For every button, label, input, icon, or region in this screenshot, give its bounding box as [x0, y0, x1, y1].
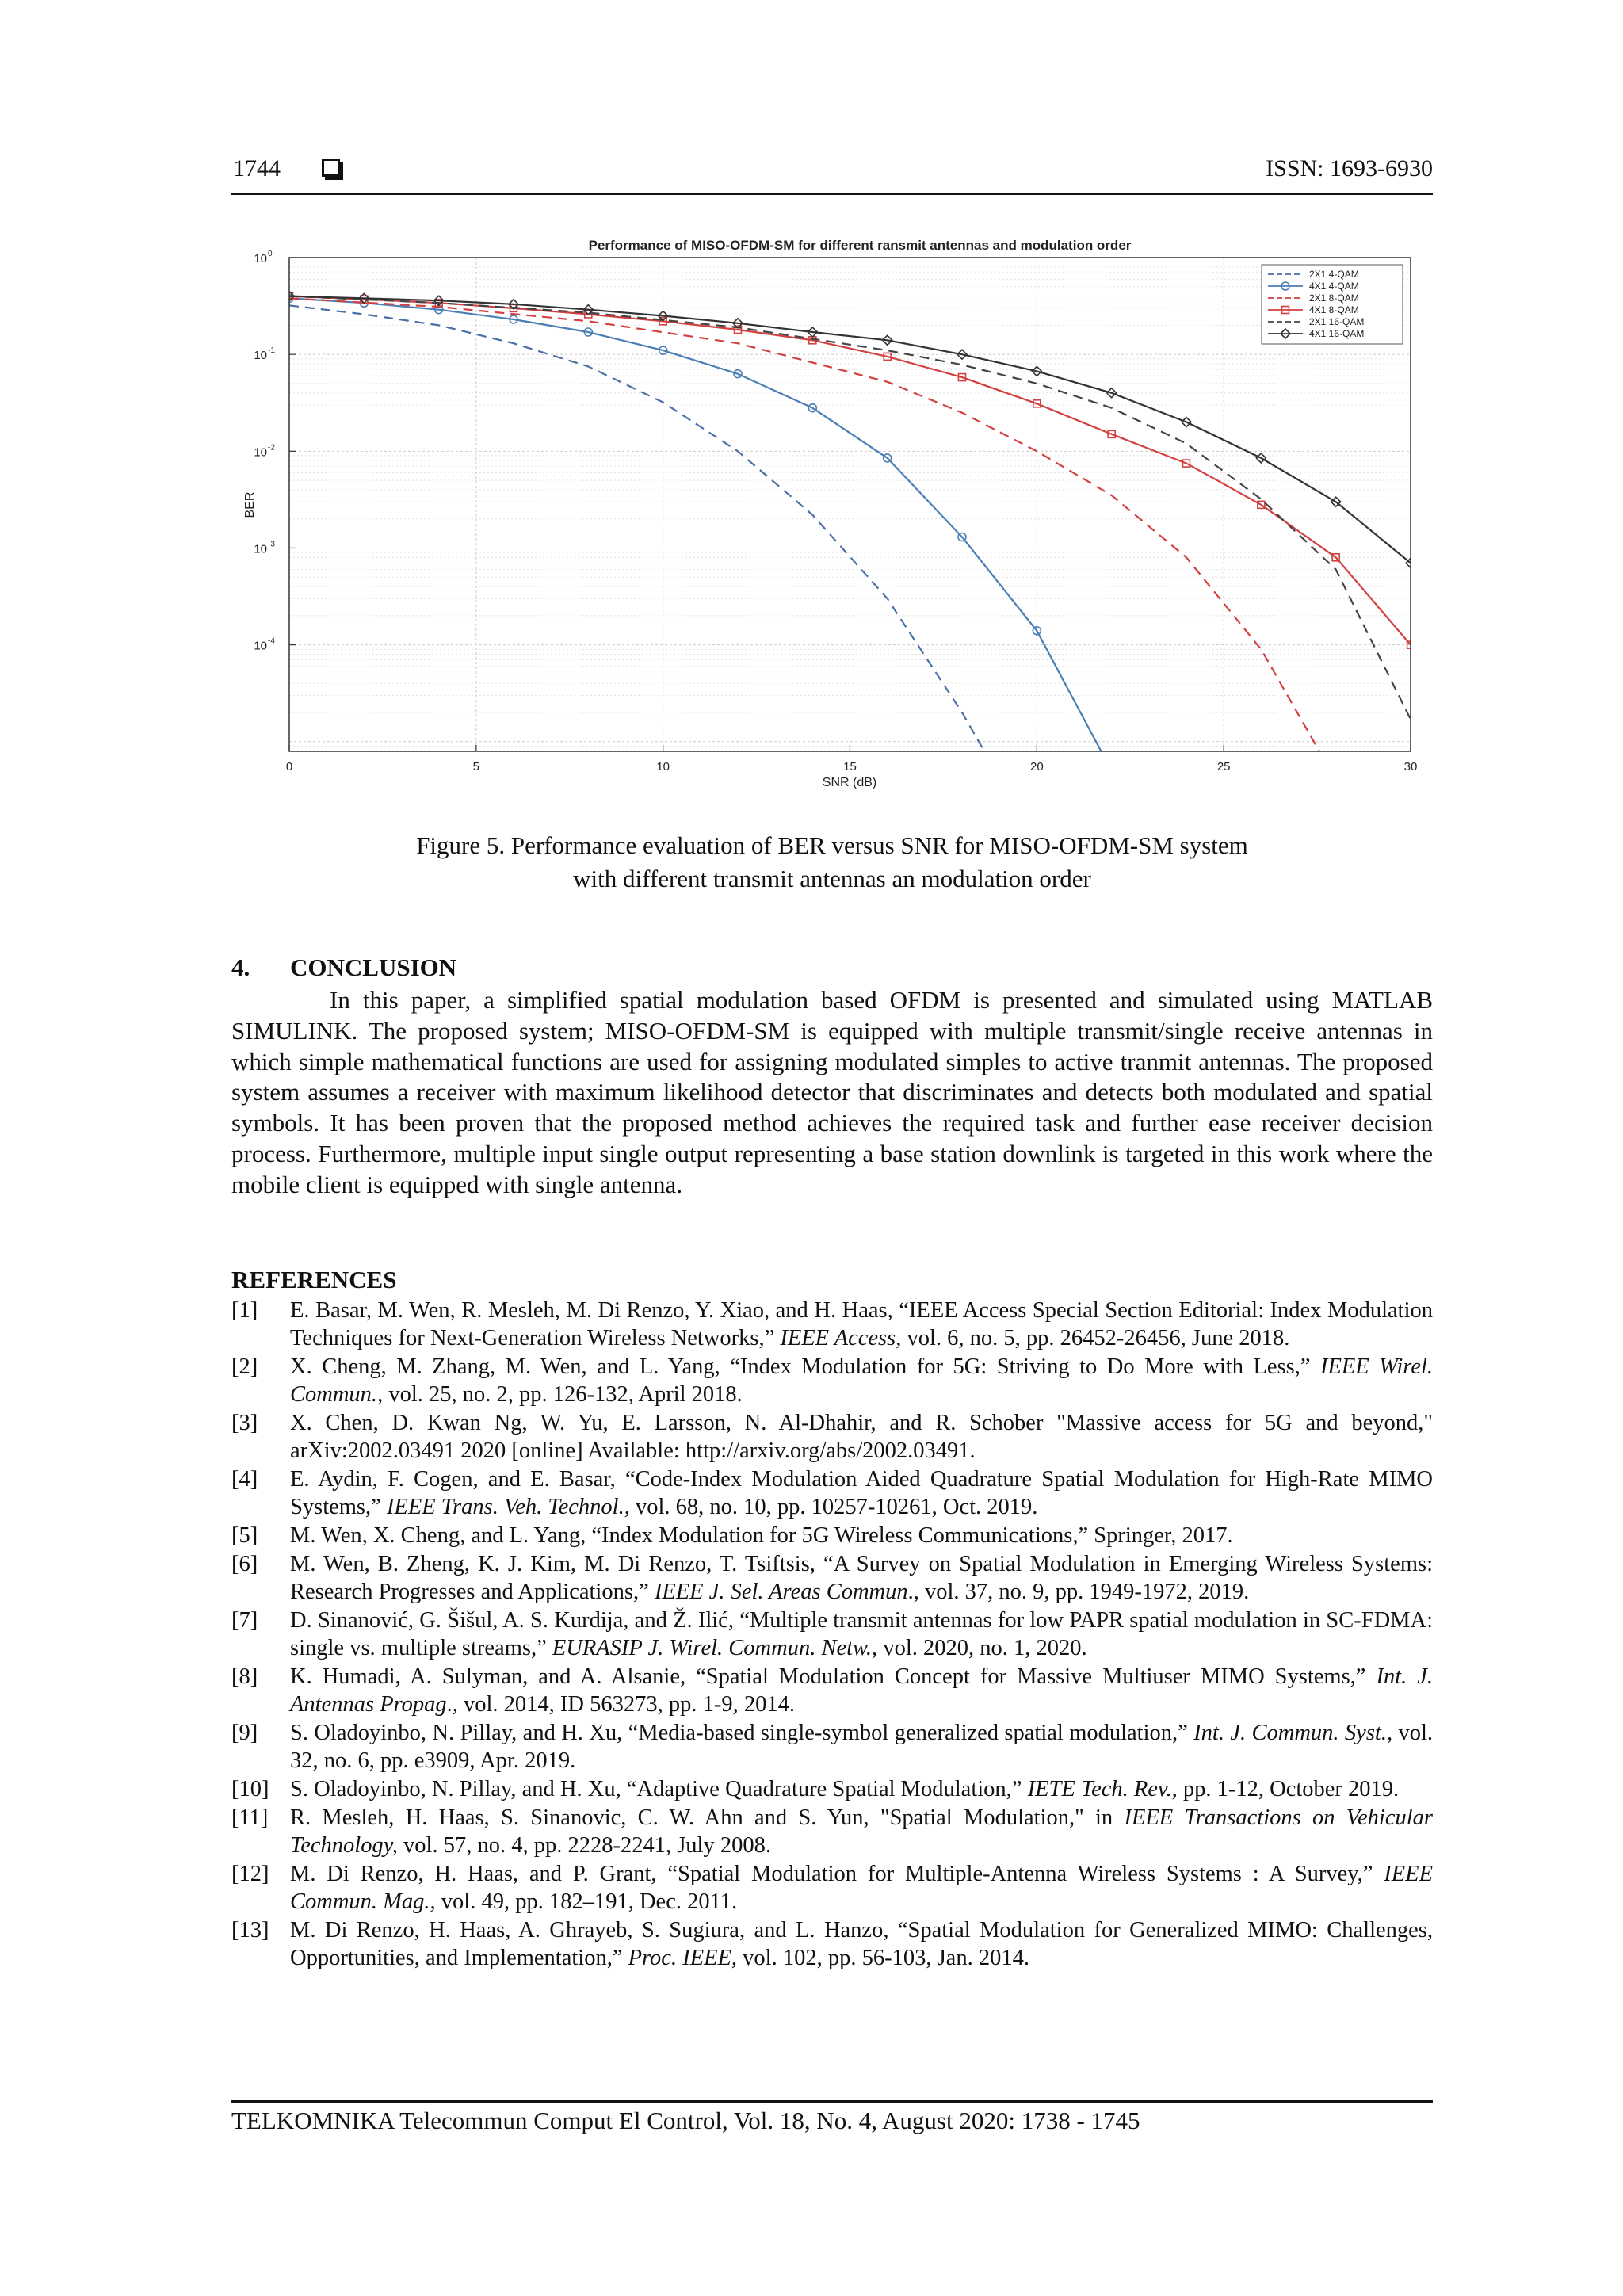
y-tick-exponent: -2 [268, 443, 275, 453]
footer-citation: TELKOMNIKA Telecommun Comput El Control, Vol. 18, No. 4, August 2020: 1738 - 1745 [231, 2107, 1140, 2134]
reference-authors-title: X. Cheng, M. Zhang, M. Wen, and L. Yang, “Index Modulation for 5G: Striving to Do More with Less,” [290, 1354, 1320, 1379]
reference-authors-title: X. Chen, D. Kwan Ng, W. Yu, E. Larsson, N. Al-Dhahir, and R. Schober "Massive access for 5G and beyond," arXiv:2002.03491 2020 [online] Available: http://arxiv.org/abs/2002.03491. [290, 1411, 1433, 1463]
y-axis-label: BER [243, 491, 257, 518]
reference-venue: IEEE J. Sel. Areas Commun [654, 1580, 908, 1604]
reference-index: [3] [231, 1411, 258, 1435]
x-tick-label: 0 [285, 760, 293, 774]
legend-label: 2X1 16-QAM [1309, 316, 1365, 327]
y-tick-label: 10 [254, 445, 267, 460]
reference-item [231, 1353, 1433, 1408]
header-rule [231, 193, 1433, 195]
reference-details: pp. 1-12, October 2019. [1177, 1777, 1400, 1801]
y-tick-label: 10 [254, 252, 267, 266]
conclusion-heading [231, 953, 456, 982]
reference-venue: IETE Tech. Rev., [1027, 1777, 1178, 1801]
reference-item [231, 1719, 1433, 1775]
reference-details: ., vol. 37, no. 9, pp. 1949-1972, 2019. [907, 1580, 1250, 1604]
reference-item [231, 1550, 1433, 1606]
y-tick-label: 10 [254, 639, 267, 653]
reference-text [290, 1916, 1433, 1972]
reference-index: [2] [231, 1354, 258, 1379]
reference-text [290, 1775, 1433, 1803]
reference-item [231, 1297, 1433, 1352]
reference-authors-title: M. Di Renzo, H. Haas, A. Ghrayeb, S. Sugiura, and L. Hanzo, “Spatial Modulation for Generalized MIMO: Challenges, Opportunities, and Implementation,” [290, 1918, 1433, 1970]
caption-line-1: Figure 5. Performance evaluation of BER versus SNR for MISO-OFDM-SM system [416, 831, 1248, 859]
reference-venue: IEEE Trans. Veh. Technol., [386, 1495, 630, 1519]
reference-venue: EURASIP J. Wirel. Commun. Netw., [552, 1636, 878, 1660]
reference-index: [9] [231, 1721, 258, 1745]
reference-authors-title: S. Oladoyinbo, N. Pillay, and H. Xu, “Media-based single-symbol generalized spatial modulation,” [290, 1721, 1194, 1745]
x-tick-label: 10 [656, 760, 670, 774]
reference-text [290, 1522, 1433, 1549]
reference-authors-title: D. Sinanović, G. Šišul, A. S. Kurdija, and Ž. Ilić, “Multiple transmit antennas for low PAPR spatial modulation in SC-FDMA: single vs. multiple streams,” [290, 1608, 1433, 1660]
y-tick-label: 10 [254, 349, 267, 363]
chart-legend [1262, 265, 1403, 344]
references-list [231, 1297, 1433, 1973]
reference-index: [4] [231, 1467, 258, 1492]
figure-caption [231, 829, 1433, 896]
x-tick-label: 5 [472, 760, 480, 774]
reference-details: ., vol. 2014, ID 563273, pp. 1-9, 2014. [446, 1692, 795, 1717]
legend-label: 4X1 8-QAM [1309, 304, 1359, 315]
reference-text [290, 1550, 1433, 1606]
reference-item [231, 1775, 1433, 1803]
reference-authors-title: M. Di Renzo, H. Haas, and P. Grant, “Spatial Modulation for Multiple-Antenna Wireless Systems : A Survey,” [290, 1862, 1384, 1886]
reference-item [231, 1465, 1433, 1521]
x-axis-label: SNR (dB) [822, 776, 877, 789]
reference-text [290, 1663, 1433, 1718]
references-heading: REFERENCES [231, 1266, 397, 1293]
y-tick-label: 10 [254, 542, 267, 556]
issn: ISSN: 1693-6930 [1266, 155, 1433, 181]
reference-authors-title: M. Wen, B. Zheng, K. J. Kim, M. Di Renzo, T. Tsiftsis, “A Survey on Spatial Modulation in Emerging Wireless Systems: Research Progresses and Applications,” [290, 1552, 1433, 1604]
reference-text [290, 1409, 1433, 1465]
reference-authors-title: M. Wen, X. Cheng, and L. Yang, “Index Modulation for 5G Wireless Communications,” Springer, 2017. [290, 1523, 1233, 1548]
reference-text [290, 1353, 1433, 1408]
y-tick-exponent: -3 [268, 540, 275, 549]
y-tick-exponent: 0 [268, 250, 273, 258]
x-tick-label: 20 [1029, 760, 1044, 774]
reference-item [231, 1860, 1433, 1916]
reference-text [290, 1606, 1433, 1662]
reference-index: [5] [231, 1523, 258, 1548]
header-square-icon [322, 159, 340, 177]
reference-index: [1] [231, 1298, 258, 1323]
legend-label: 4X1 16-QAM [1309, 328, 1365, 339]
reference-details: vol. 49, pp. 182–191, Dec. 2011. [435, 1889, 738, 1914]
x-tick-label: 15 [843, 760, 857, 774]
reference-venue: IEEE Access [780, 1326, 896, 1350]
reference-authors-title: S. Oladoyinbo, N. Pillay, and H. Xu, “Adaptive Quadrature Spatial Modulation,” [290, 1777, 1028, 1801]
reference-item [231, 1409, 1433, 1465]
page-number: 1744 [233, 155, 281, 181]
reference-venue: Int. J. Antennas Propag [290, 1664, 1434, 1717]
reference-index: [12] [231, 1862, 269, 1886]
reference-details: vol. 68, no. 10, pp. 10257-10261, Oct. 2019. [629, 1495, 1038, 1519]
ber-chart [230, 223, 1434, 794]
reference-item [231, 1522, 1433, 1549]
reference-details: vol. 102, pp. 56-103, Jan. 2014. [737, 1946, 1029, 1970]
legend-label: 2X1 4-QAM [1309, 269, 1359, 280]
section-number: 4. [231, 953, 250, 981]
reference-details: vol. 2020, no. 1, 2020. [877, 1636, 1087, 1660]
chart-title: Performance of MISO-OFDM-SM for different ransmit antennas and modulation order [588, 238, 1132, 253]
reference-item [231, 1606, 1433, 1662]
reference-index: [7] [231, 1608, 258, 1633]
y-tick-exponent: -1 [268, 346, 275, 356]
reference-item [231, 1916, 1433, 1972]
x-tick-label: 25 [1216, 760, 1231, 774]
reference-venue: IEEE Transactions on Vehicular Technology, [290, 1805, 1433, 1858]
conclusion-paragraph: In this paper, a simplified spatial modulation based OFDM is presented and simulated using MATLAB SIMULINK. The proposed system; MISO-OFDM-SM is equipped with multiple transmit/single receive antennas in which simple mathematical functions are used for assigning modulated simples to active tranmit antennas. The proposed system assumes a receiver with maximum likelihood detector that discriminates and detects both modulated and spatial symbols. It has been proven that the proposed method achieves the required task and further ease receiver decision process. Furthermore, multiple input single output representing a base station downlink is targeted in this work where the mobile client is equipped with single antenna. [231, 986, 1433, 1198]
legend-label: 4X1 4-QAM [1309, 281, 1359, 292]
reference-text [290, 1804, 1433, 1859]
reference-venue: IEEE Wirel. Commun., [290, 1354, 1433, 1407]
reference-authors-title: E. Aydin, F. Cogen, and E. Basar, “Code-Index Modulation Aided Quadrature Spatial Modulation for High-Rate MIMO Systems,” [290, 1467, 1433, 1519]
reference-details: vol. 25, no. 2, pp. 126-132, April 2018. [383, 1382, 743, 1407]
reference-item [231, 1804, 1433, 1859]
x-tick-label: 30 [1403, 760, 1418, 774]
reference-text [290, 1297, 1433, 1352]
reference-venue: Proc. IEEE, [628, 1946, 738, 1970]
y-tick-exponent: -4 [268, 636, 275, 646]
section-title: CONCLUSION [290, 953, 457, 981]
caption-line-2: with different transmit antennas an modulation order [573, 865, 1091, 892]
legend-label: 2X1 8-QAM [1309, 292, 1359, 304]
chart-grid [289, 258, 1411, 751]
reference-authors-title: K. Humadi, A. Sulyman, and A. Alsanie, “Spatial Modulation Concept for Massive Multiuser MIMO Systems,” [290, 1664, 1377, 1689]
reference-index: [6] [231, 1552, 258, 1576]
reference-item [231, 1663, 1433, 1718]
reference-index: [11] [231, 1805, 269, 1830]
reference-authors-title: R. Mesleh, H. Haas, S. Sinanovic, C. W. Ahn and S. Yun, "Spatial Modulation," in [290, 1805, 1125, 1830]
reference-details: vol. 32, no. 6, pp. e3909, Apr. 2019. [290, 1721, 1434, 1773]
reference-index: [8] [231, 1664, 258, 1689]
reference-index: [10] [231, 1777, 269, 1801]
footer-rule [231, 2100, 1433, 2103]
reference-venue: IEEE Commun. Mag., [290, 1862, 1433, 1914]
reference-text [290, 1860, 1433, 1916]
reference-details: vol. 57, no. 4, pp. 2228-2241, July 2008. [397, 1833, 771, 1858]
reference-details: , vol. 6, no. 5, pp. 26452-26456, June 2018. [896, 1326, 1290, 1350]
reference-text [290, 1719, 1433, 1775]
reference-authors-title: E. Basar, M. Wen, R. Mesleh, M. Di Renzo, Y. Xiao, and H. Haas, “IEEE Access Special Section Editorial: Index Modulation Techniques for Next-Generation Wireless Networks,” [290, 1298, 1433, 1350]
reference-index: [13] [231, 1918, 269, 1943]
reference-venue: Int. J. Commun. Syst., [1193, 1721, 1393, 1745]
reference-text [290, 1465, 1433, 1521]
